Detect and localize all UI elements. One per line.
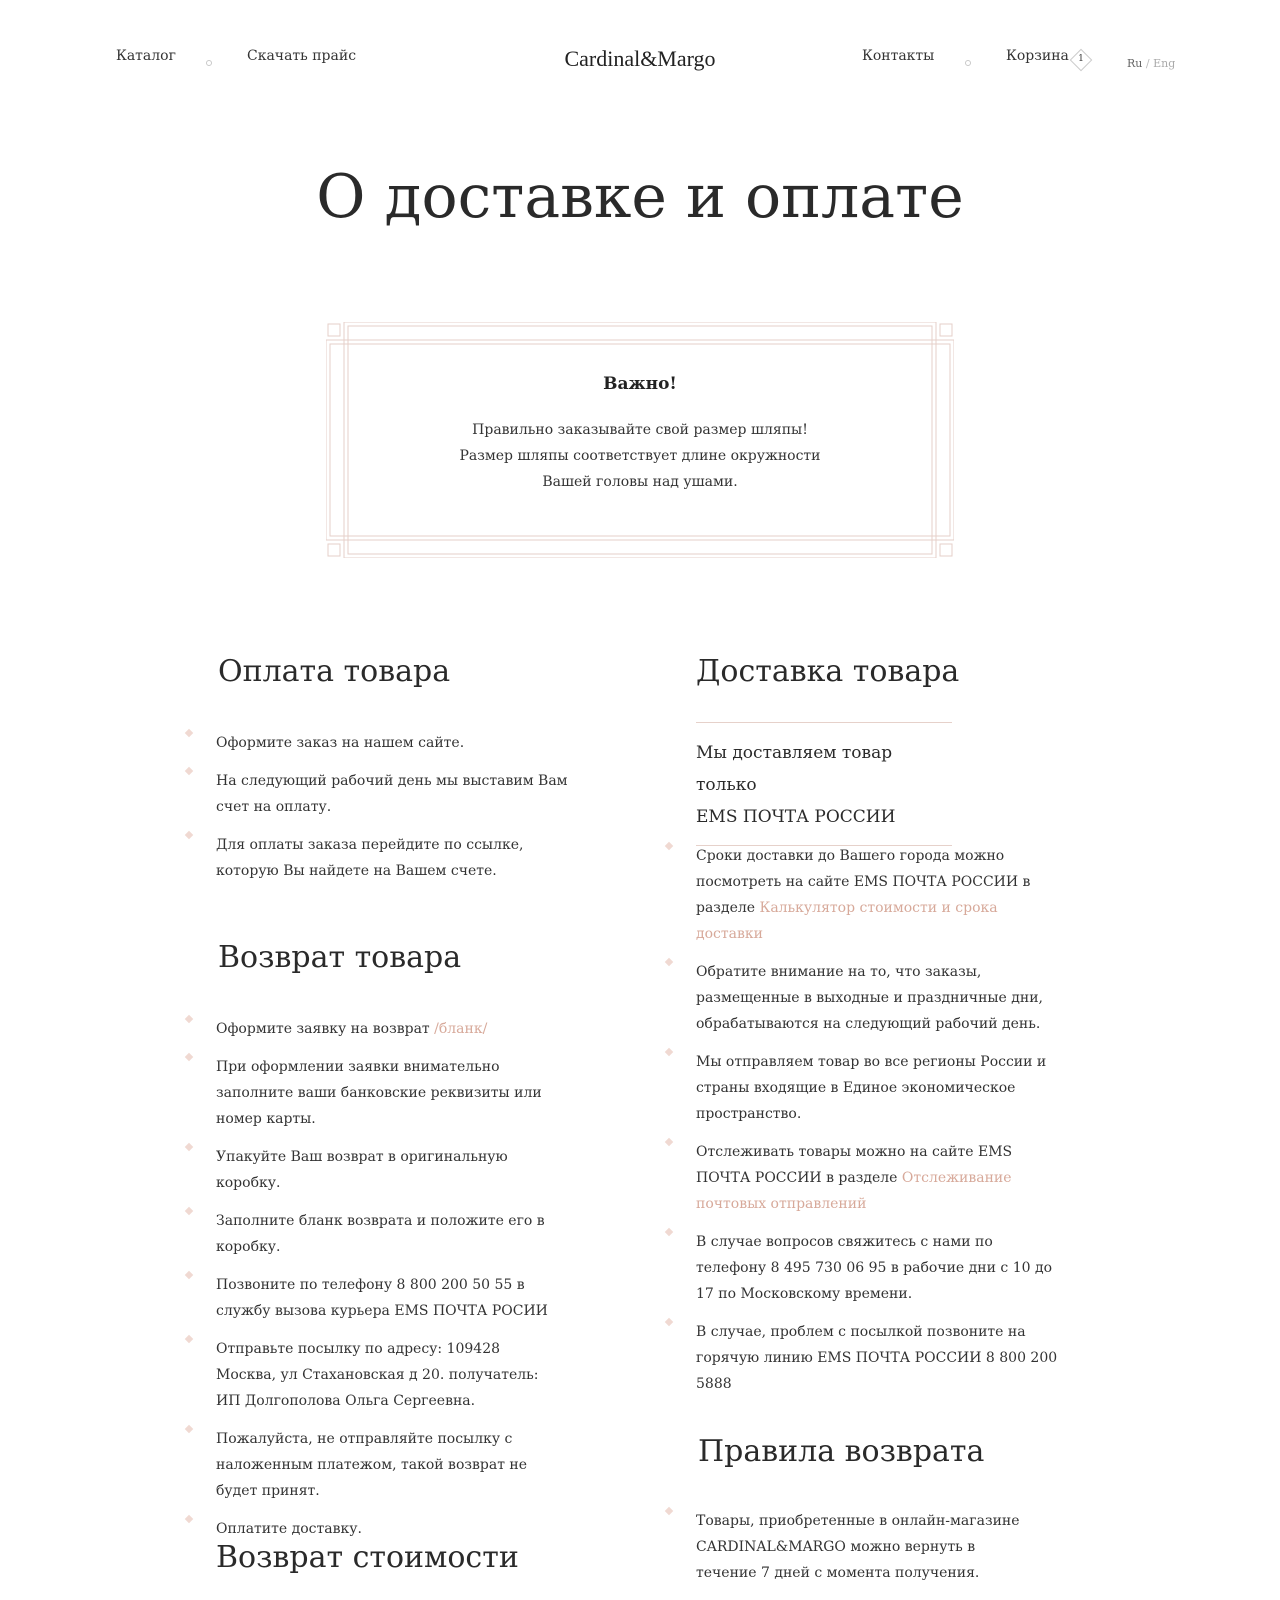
nav-separator-dot (206, 60, 212, 66)
cart-count: 1 (1078, 54, 1084, 64)
payment-title: Оплата товара (218, 654, 451, 689)
diamond-bullet-icon (185, 1207, 193, 1215)
return-goods-list (216, 1016, 564, 1554)
language-switcher (1127, 57, 1175, 70)
nav-cart[interactable]: Корзина (1006, 48, 1069, 64)
delivery-lead-line: Мы доставляем товар только (696, 743, 893, 795)
notice-line: Вашей головы над ушами. (542, 474, 738, 490)
nav-catalog[interactable]: Каталог (116, 48, 176, 64)
diamond-bullet-icon (665, 842, 673, 850)
delivery-calculator-link[interactable]: Калькулятор стоимости и срока доставки (696, 900, 998, 942)
cart-count-badge[interactable] (1073, 52, 1089, 68)
diamond-bullet-icon (665, 1048, 673, 1056)
list-item: На следующий рабочий день мы выставим Вам счет на оплату. (216, 768, 576, 820)
diamond-bullet-icon (185, 1053, 193, 1061)
notice-text (406, 417, 874, 495)
logo[interactable]: Cardinal&Margo (564, 46, 716, 71)
list-item: Упакуйте Ваш возврат в оригинальную коробку. (216, 1144, 564, 1196)
list-item: Отслеживать товары можно на сайте EMS ПОЧТА РОССИИ в разделе Отслеживание почтовых отправлений (696, 1139, 1066, 1217)
list-item: Оформите заказ на нашем сайте. (216, 730, 576, 756)
list-item: Сроки доставки до Вашего города можно посмотреть на сайте EMS ПОЧТА РОССИИ в разделе Калькулятор стоимости и срока доставки (696, 843, 1066, 947)
return-rules-title: Правила возврата (698, 1434, 985, 1469)
payment-list (216, 730, 576, 896)
notice-title: Важно! (603, 374, 677, 394)
list-item: Обратите внимание на то, что заказы, размещенные в выходные и праздничные дни, обрабатываются на следующий рабочий день. (696, 959, 1066, 1037)
return-rules-list (696, 1508, 1036, 1598)
nav-separator-dot (965, 60, 971, 66)
list-item: Оформите заявку на возврат /бланк/ (216, 1016, 564, 1042)
lang-en[interactable]: Eng (1153, 57, 1176, 70)
list-item: Отправьте посылку по адресу: 109428 Москва, ул Стахановская д 20. получатель: ИП Долгополова Ольга Сергеевна. (216, 1336, 564, 1414)
list-item: В случае вопросов свяжитесь с нами по телефону 8 495 730 06 95 в рабочие дни с 10 до 17 по Московскому времени. (696, 1229, 1066, 1307)
diamond-bullet-icon (665, 958, 673, 966)
notice-line: Размер шляпы соответствует длине окружности (459, 448, 821, 464)
diamond-bullet-icon (185, 1425, 193, 1433)
list-item: Заполните бланк возврата и положите его в коробку. (216, 1208, 564, 1260)
nav-download-price[interactable]: Скачать прайс (247, 48, 357, 64)
delivery-title: Доставка товара (696, 654, 960, 689)
notice-line: Правильно заказывайте свой размер шляпы! (472, 422, 808, 438)
diamond-bullet-icon (665, 1318, 673, 1326)
list-item: В случае, проблем с посылкой позвоните на горячую линию EMS ПОЧТА РОССИИ 8 800 200 5888 (696, 1319, 1066, 1397)
delivery-list (696, 843, 1066, 1409)
list-item: Оплатите доставку. (216, 1516, 564, 1542)
diamond-bullet-icon (185, 1515, 193, 1523)
diamond-bullet-icon (185, 767, 193, 775)
lang-ru[interactable]: Ru (1127, 57, 1143, 70)
diamond-bullet-icon (185, 1335, 193, 1343)
delivery-lead-line: EMS ПОЧТА РОССИИ (696, 807, 896, 827)
diamond-bullet-icon (185, 831, 193, 839)
refund-title: Возврат стоимости (216, 1540, 519, 1575)
return-goods-title: Возврат товара (218, 940, 462, 975)
list-item: Мы отправляем товар во все регионы России и страны входящие в Единое экономическое пространство. (696, 1049, 1066, 1127)
list-item: Для оплаты заказа перейдите по ссылке, которую Вы найдете на Вашем счете. (216, 832, 576, 884)
diamond-bullet-icon (665, 1138, 673, 1146)
diamond-bullet-icon (185, 729, 193, 737)
tracking-link[interactable]: Отслеживание почтовых отправлений (696, 1170, 1012, 1212)
delivery-lead (696, 722, 952, 846)
list-item: Товары, приобретенные в онлайн-магазине CARDINAL&MARGO можно вернуть в течение 7 дней с момента получения. (696, 1508, 1036, 1586)
lang-separator: / (1145, 57, 1150, 70)
diamond-bullet-icon (665, 1507, 673, 1515)
diamond-bullet-icon (185, 1143, 193, 1151)
diamond-bullet-icon (185, 1271, 193, 1279)
list-item: При оформлении заявки внимательно заполните ваши банковские реквизиты или номер карты. (216, 1054, 564, 1132)
nav-contacts[interactable]: Контакты (862, 48, 935, 64)
list-item: Позвоните по телефону 8 800 200 50 55 в службу вызова курьера EMS ПОЧТА РОСИИ (216, 1272, 564, 1324)
page-title: О доставке и оплате (316, 162, 964, 232)
diamond-bullet-icon (665, 1228, 673, 1236)
important-notice (326, 322, 954, 558)
diamond-bullet-icon (185, 1015, 193, 1023)
return-form-link[interactable]: /бланк/ (434, 1021, 488, 1037)
list-item: Пожалуйста, не отправляйте посылку с наложенным платежом, такой возврат не будет принят. (216, 1426, 564, 1504)
